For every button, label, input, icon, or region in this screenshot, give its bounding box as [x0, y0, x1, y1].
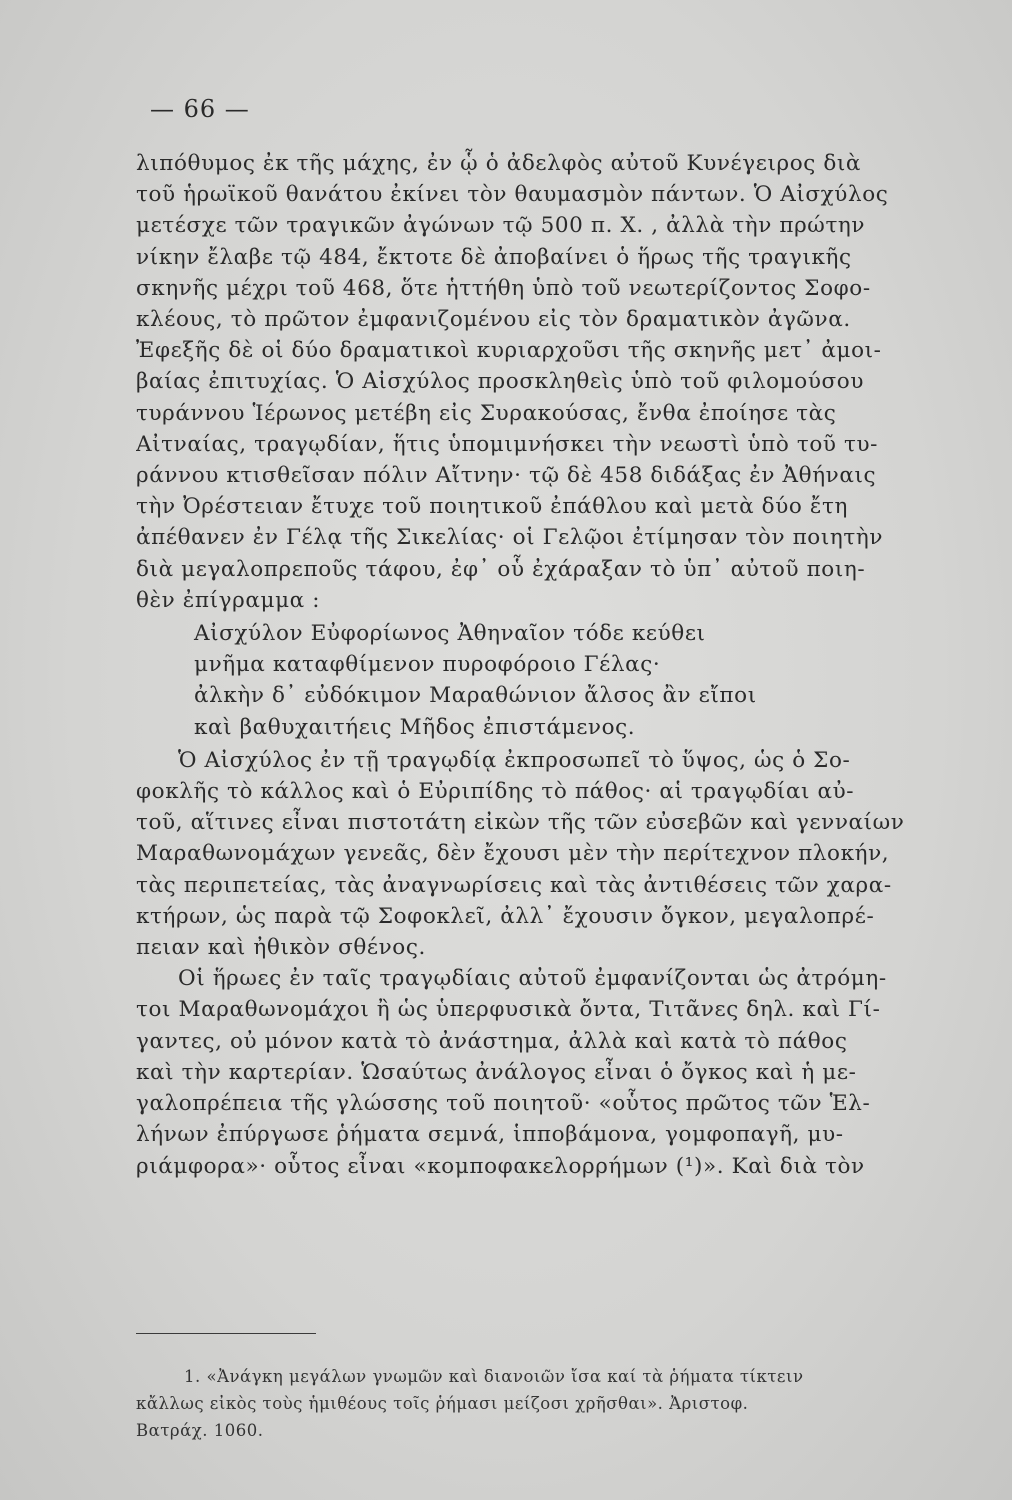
text-line: τοῦ, αἵτινες εἶναι πιστοτάτη εἰκὼν τῆς τῶν εὐσεβῶν καὶ γενναίων [136, 810, 905, 836]
epigram-verse: καὶ βαθυχαιτήεις Μῆδος ἐπιστάμενος. [194, 714, 636, 740]
footnote-line: κἄλλως εἰκὸς τοὺς ἡμιθέους τοῖς ῥήμασι μείζοσι χρῆσθαι». Ἀριστοφ. [136, 1394, 749, 1413]
text-line: γαντες, οὐ μόνον κατὰ τὸ ἀνάστημα, ἀλλὰ καὶ κατὰ τὸ πάθος [136, 1028, 848, 1054]
text-line: καὶ τὴν καρτερίαν. Ὡσαύτως ἀνάλογος εἶναι ὁ ὄγκος καὶ ἡ με- [136, 1059, 857, 1085]
paragraph-3 [136, 963, 988, 1181]
text-line: κτήρων, ὡς παρὰ τῷ Σοφοκλεῖ, ἀλλ᾽ ἔχουσιν ὄγκον, μεγαλοπρέ- [136, 903, 875, 929]
epigram-verse: ἀλκὴν δ᾽ εὐδόκιμον Μαραθώνιον ἄλσος ἂν εἴποι [194, 683, 757, 709]
text-line: πειαν καὶ ἠθικὸν σθένος. [136, 935, 426, 961]
footnote-separator [136, 1333, 316, 1334]
footnote-line: Βατράχ. 1060. [136, 1421, 264, 1440]
footnote-line: 1. «Ἀνάγκη μεγάλων γνωμῶν καὶ διανοιῶν ἴσα καί τὰ ῥήματα τίκτειν [184, 1367, 804, 1386]
text-line: τὰς περιπετείας, τὰς ἀναγνωρίσεις καὶ τὰς ἀντιθέσεις τῶν χαρα- [136, 872, 892, 898]
text-line: Αἰτναίας, τραγῳδίαν, ἥτις ὑπομιμνήσκει τὴν νεωστὶ ὑπὸ τοῦ τυ- [136, 431, 879, 457]
paragraph-2 [136, 745, 988, 963]
main-text [136, 148, 988, 1182]
text-line: σκηνῆς μέχρι τοῦ 468, ὅτε ἡττήθη ὑπὸ τοῦ νεωτερίζοντος Σοφο- [136, 275, 871, 301]
text-line: Οἱ ἥρωες ἐν ταῖς τραγῳδίαις αὐτοῦ ἐμφανίζονται ὡς ἀτρόμη- [178, 966, 887, 992]
text-line: λιπόθυμος ἐκ τῆς μάχης, ἐν ᾧ ὁ ἀδελφὸς αὐτοῦ Κυνέγειρος διὰ [136, 151, 862, 176]
text-line: διὰ μεγαλοπρεποῦς τάφου, ἐφ᾽ οὗ ἐχάραξαν τὸ ὑπ᾽ αὐτοῦ ποιη- [136, 556, 866, 582]
text-line: ράννου κτισθεῖσαν πόλιν Αἴτνην· τῷ δὲ 458 διδάξας ἐν Ἀθήναις [136, 463, 877, 489]
text-line: Μαραθωνομάχων γενεᾶς, δὲν ἔχουσι μὲν τὴν περίτεχνον πλοκήν, [136, 841, 890, 867]
text-line: Ὁ Αἰσχύλος ἐν τῇ τραγῳδίᾳ ἐκπροσωπεῖ τὸ ὕψος, ὡς ὁ Σο- [178, 747, 851, 773]
text-line: ἀπέθανεν ἐν Γέλᾳ τῆς Σικελίας· οἱ Γελῷοι ἐτίμησαν τὸν ποιητὴν [136, 525, 884, 551]
text-line: τυράννου Ἱέρωνος μετέβη εἰς Συρακούσας, ἔνθα ἐποίησε τὰς [136, 400, 837, 426]
paragraph-1 [136, 148, 988, 616]
text-line: θὲν ἐπίγραμμα : [136, 587, 321, 613]
text-line: κλέους, τὸ πρῶτον ἐμφανιζομένου εἰς τὸν δραματικὸν ἀγῶνα. [136, 307, 851, 333]
page-number: — 66 — [150, 95, 250, 123]
text-line: βαίας ἐπιτυχίας. Ὁ Αἰσχύλος προσκληθεὶς ὑπὸ τοῦ φιλομούσου [136, 369, 864, 395]
text-line: γαλοπρέπεια τῆς γλώσσης τοῦ ποιητοῦ· «οὗτος πρῶτος τῶν Ἑλ- [136, 1091, 871, 1117]
epigram-verse: μνῆμα καταφθίμενον πυροφόροιο Γέλας· [194, 652, 661, 678]
epigram-verse: Αἰσχύλον Εὐφορίωνος Ἀθηναῖον τόδε κεύθει [194, 621, 706, 647]
epigram [136, 616, 988, 745]
text-line: λήνων ἐπύργωσε ῥήματα σεμνά, ἱπποβάμονα, γομφοπαγῆ, μυ- [136, 1122, 844, 1148]
text-line: ριάμφορα»· οὗτος εἶναι «κομποφακελορρήμων (¹)». Καὶ διὰ τὸν [136, 1153, 865, 1179]
text-line: φοκλῆς τὸ κάλλος καὶ ὁ Εὐριπίδης τὸ πάθος· αἱ τραγῳδίαι αὐ- [136, 779, 855, 805]
text-line: Ἐφεξῆς δὲ οἱ δύο δραματικοὶ κυριαρχοῦσι τῆς σκηνῆς μετ᾽ ἀμοι- [136, 338, 882, 364]
text-line: τοι Μαραθωνομάχοι ἢ ὡς ὑπερφυσικὰ ὄντα, Τιτᾶνες δηλ. καὶ Γί- [136, 997, 881, 1023]
text-line: τὴν Ὀρέστειαν ἔτυχε τοῦ ποιητικοῦ ἐπάθλου καὶ μετὰ δύο ἔτη [136, 494, 848, 520]
footnote [136, 1363, 988, 1444]
text-line: μετέσχε τῶν τραγικῶν ἀγώνων τῷ 500 π. Χ. , ἀλλὰ τὴν πρώτην [136, 213, 866, 239]
text-line: τοῦ ἡρωϊκοῦ θανάτου ἐκίνει τὸν θαυμασμὸν πάντων. Ὁ Αἰσχύλος [136, 182, 889, 208]
text-line: νίκην ἔλαβε τῷ 484, ἔκτοτε δὲ ἀποβαίνει ὁ ἥρως τῆς τραγικῆς [136, 244, 852, 270]
